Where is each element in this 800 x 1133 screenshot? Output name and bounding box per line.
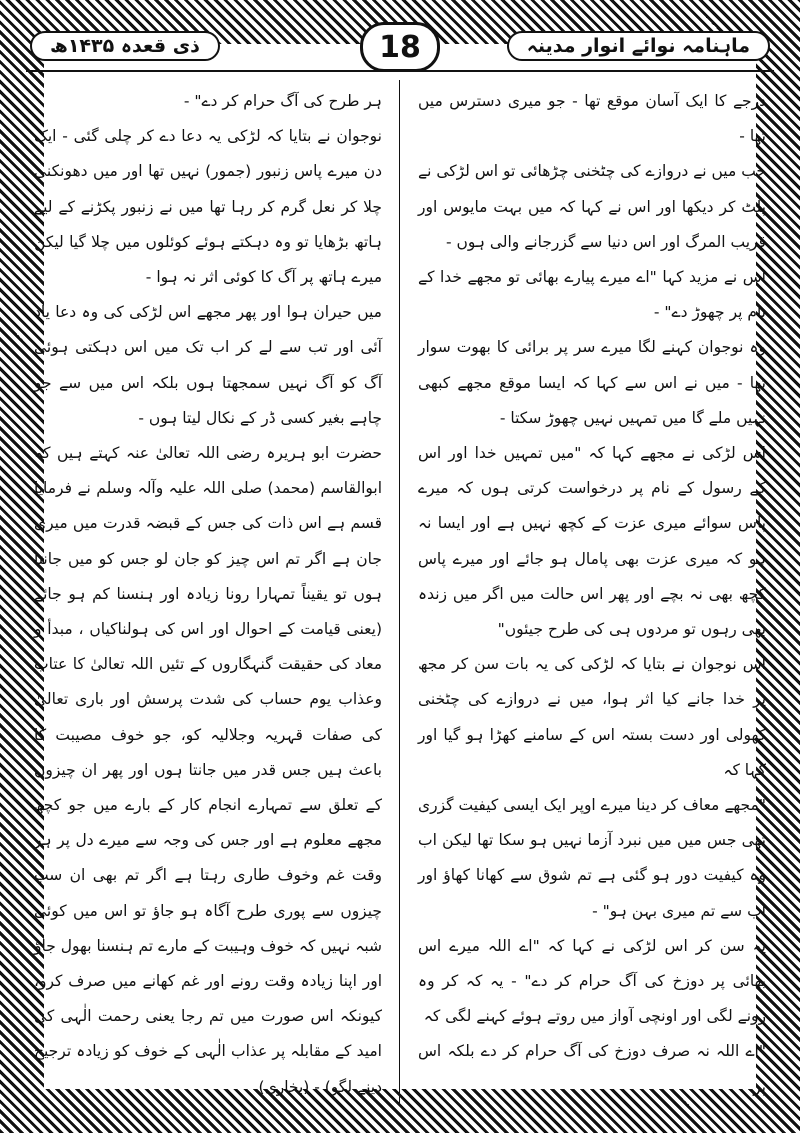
paragraph: اس نے مزید کہا "اے میرے پیارے بھائی تو مجھے خدا کے نام پر چھوڑ دے" - [418,268,766,322]
paragraph: درجے کا ایک آسان موقع تھا - جو میری دسترس میں تھا - [418,92,766,146]
paragraph: "مجھے معاف کر دینا میرے اوپر ایک ایسی کیفیت گزری تھی جس میں میں نبرد آزما نہیں ہو سکا تھا لیکن اب وہ کیفیت دور ہو گئی ہے تم شوق سے کھانا کھاؤ اور اب سے تم میری بہن ہو" - [418,796,766,920]
right-column [418,84,766,1101]
header-rule [26,70,774,72]
paragraph: ہر طرح کی آگ حرام کر دے" - [183,92,382,110]
paragraph: وہ نوجوان کہنے لگا میرے سر پر برائی کا بھوت سوار تھا - میں نے اس سے کہا کہ ایسا موقع مجھے کبھی نہیں ملے گا میں تمہیں نہیں چھوڑ سکتا - [418,338,766,427]
paragraph: نوجوان نے بتایا کہ لڑکی یہ دعا دے کر چلی گئی - ایک دن میرے پاس زنبور (جمور) نہیں تھا اور میں دھونکنی چلا کر نعل گرم کر رہا تھا میں نے زنبور پکڑنے کے لیے ہاتھ بڑھایا تو وہ دہکتے ہوئے کوئلوں میں چلا گیا لیکن میرے ہاتھ پر آگ کا کوئی اثر نہ ہوا - [34,127,382,287]
left-column [34,84,382,1101]
paragraph: یہ سن کر اس لڑکی نے کہا کہ "اے اللہ میرے اس بھائی پر دوزخ کی آگ حرام کر دے" - یہ کہ کر وہ رونے لگی اور اونچی آواز میں روتے ہوئے کہنے لگی کہ [418,936,766,1026]
paragraph: حضرت ابو ہریرہ رضی اللہ تعالیٰ عنہ کہتے ہیں کہ ابوالقاسم (محمد) صلی اللہ علیہ وآلہ وسلم نے فرمایا قسم ہے اس ذات کی جس کے قبضہ قدرت میں میری جان ہے اگر تم اس چیز کو جان لو جس کو میں جانتا ہوں تو یقیناً تمہارا رونا زیادہ اور ہنسنا کم ہو جائے (یعنی قیامت کے احوال اور اس کی ہولناکیاں ، مبدأ و معاد کی حقیقت گنہگاروں کے تئیں اللہ تعالیٰ کا عتاب وعذاب یوم حساب کی شدت پرسش اور باری تعالیٰ کی صفات قہریہ وجلالیہ کو، جو خوف مصیبت کا باعث ہیں جس قدر میں جانتا ہوں اور پھر ان چیزوں کے تعلق سے تمہارے انجام کار کے بارے میں جو کچھ مجھے معلوم ہے اور جس کی وجہ سے میرے دل پر ہر وقت غم وخوف طاری رہتا ہے اگر تم بھی ان سب چیزوں سے پوری طرح آگاہ ہو جاؤ تو اس میں کوئی شبہ نہیں کہ خوف وہیبت کے مارے تم ہنسنا بھول جاؤ اور اپنا زیادہ وقت رونے اور غم کھانے میں صرف کرو، کیونکہ اس صورت میں تم رجا یعنی رحمت الٰہی کی امید کے مقابلہ پر عذاب الٰہی کے خوف کو زیادہ ترجیح دینے لگو) - (بخاری) [34,444,382,1096]
paragraph: اس لڑکی نے مجھے کہا کہ "میں تمہیں خدا اور اس کے رسول کے نام پر درخواست کرتی ہوں کہ میرے پاس سوائے میری عزت کے کچھ نہیں ہے اور ایسا نہ ہو کہ میری عزت بھی پامال ہو جائے اور میرے پاس کچھ بھی نہ بچے اور پھر اس حالت میں اگر میں زندہ بھی رہوں تو مردوں ہی کی طرح جیئوں" [418,444,766,639]
paragraph: جب میں نے دروازے کی چٹخنی چڑھائی تو اس لڑکی نے پلٹ کر دیکھا اور اس نے کہا کہ میں بہت مایوس اور قریب المرگ اور اس دنیا سے گزرجانے والی ہوں - [418,162,766,251]
paragraph: "اے اللہ نہ صرف دوزخ کی آگ حرام کر دے بلکہ اس پر [418,1042,766,1096]
paragraph: میں حیران ہوا اور پھر مجھے اس لڑکی کی وہ دعا یاد آئی اور تب سے لے کر اب تک میں اس دہکتی ہوئی آگ کو آگ نہیں سمجھتا ہوں بلکہ اس میں سے جو چاہے بغیر کسی ڈر کے نکال لیتا ہوں - [34,303,382,427]
issue-date: ذی قعدہ ۱۴۳۵ھ [30,31,220,61]
column-divider [399,80,400,1103]
magazine-title: ماہنامہ نوائے انوار مدینہ [507,31,770,61]
paragraph: اس نوجوان نے بتایا کہ لڑکی کی یہ بات سن کر مجھ پر خدا جانے کیا اثر ہوا، میں نے دروازے کی چٹخنی کھولی اور دست بستہ اس کے سامنے کھڑا ہو گیا اور کہا کہ [418,655,766,779]
page-number: 18 [360,22,440,72]
